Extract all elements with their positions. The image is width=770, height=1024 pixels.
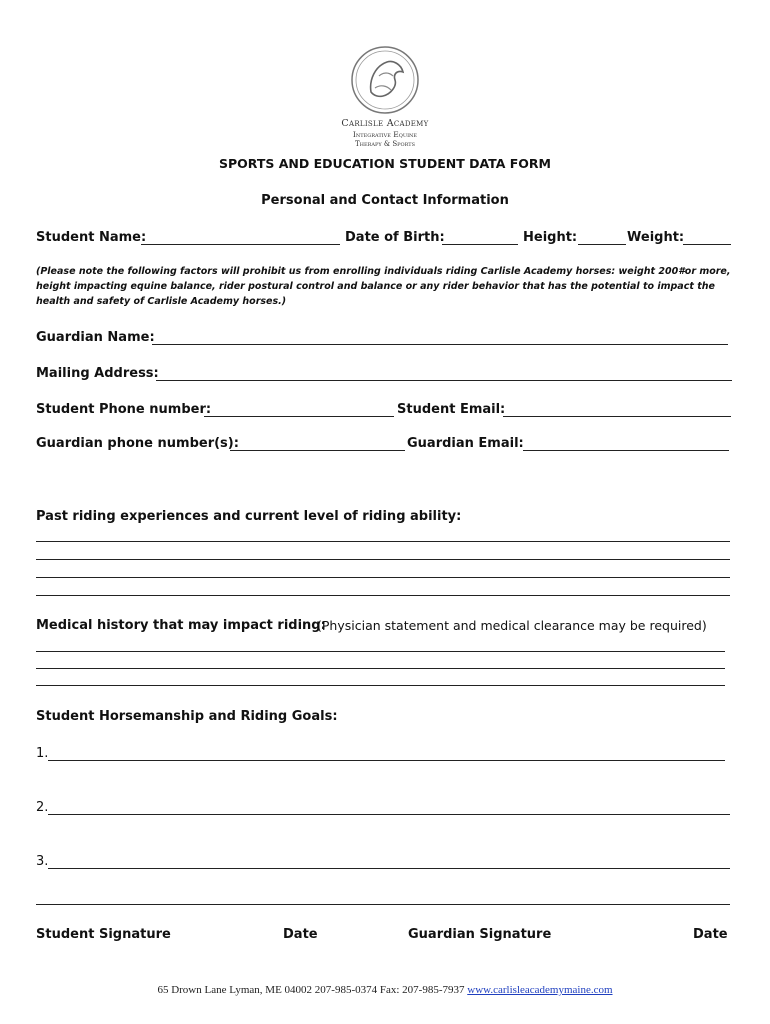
medical-history-note: (Physician statement and medical clearance may be required) [317, 618, 707, 633]
horse-logo-icon [335, 40, 435, 118]
student-phone-label: Student Phone number: [36, 402, 212, 417]
footer-website-link[interactable]: www.carlisleacademymaine.com [467, 984, 613, 996]
guardian-signature-label: Guardian Signature [408, 927, 552, 942]
guardian-name-label: Guardian Name: [36, 330, 155, 345]
medical-history-line-3[interactable] [36, 685, 725, 686]
goal-1-label: 1. [36, 746, 49, 761]
student-name-label: Student Name: [36, 230, 147, 245]
height-label: Height: [523, 230, 578, 245]
guardian-phone-field[interactable] [230, 450, 405, 451]
mailing-address-field[interactable] [156, 380, 732, 381]
dob-field[interactable] [442, 244, 518, 245]
guardian-phone-label: Guardian phone number(s): [36, 436, 239, 451]
weight-label: Weight: [627, 230, 685, 245]
logo [335, 40, 435, 152]
riding-experience-line-2[interactable] [36, 559, 730, 560]
footer [0, 984, 770, 996]
goal-3-field[interactable] [48, 868, 730, 869]
logo-subtitle-1: Integrative Equine [352, 130, 418, 139]
medical-history-line-2[interactable] [36, 668, 725, 669]
logo-subtitle-2: Therapy & Sports [354, 140, 416, 148]
riding-experience-line-1[interactable] [36, 541, 730, 542]
guardian-date-label: Date [693, 927, 728, 942]
logo-name: Carlisle Academy [341, 118, 429, 129]
student-name-field[interactable] [141, 244, 340, 245]
medical-history-label: Medical history that may impact riding: [36, 618, 326, 633]
goal-2-field[interactable] [48, 814, 730, 815]
student-phone-field[interactable] [204, 416, 394, 417]
dob-label: Date of Birth: [345, 230, 445, 245]
height-field[interactable] [578, 244, 626, 245]
guardian-name-field[interactable] [152, 344, 728, 345]
weight-field[interactable] [683, 244, 731, 245]
riding-experience-label: Past riding experiences and current level of riding ability: [36, 509, 462, 524]
goal-2-label: 2. [36, 800, 49, 815]
mailing-address-label: Mailing Address: [36, 366, 159, 381]
guardian-email-label: Guardian Email: [407, 436, 524, 451]
goals-label: Student Horsemanship and Riding Goals: [36, 709, 338, 724]
riding-experience-line-3[interactable] [36, 577, 730, 578]
form-title: SPORTS AND EDUCATION STUDENT DATA FORM [219, 156, 551, 171]
goal-3-label: 3. [36, 854, 49, 869]
medical-history-line-1[interactable] [36, 651, 725, 652]
footer-address: 65 Drown Lane Lyman, ME 04002 207-985-0374 Fax: 207-985-7937 [157, 984, 465, 996]
student-signature-label: Student Signature [36, 927, 171, 942]
guardian-email-field[interactable] [523, 450, 729, 451]
section-title: Personal and Contact Information [261, 193, 509, 208]
eligibility-note: (Please note the following factors will prohibit us from enrolling individuals riding Carlisle Academy horses: weight 200#or more, height impacting equine balance, rider postural control and balance or any rider behavior that has the potential to impact the health and safety of Carlisle Academy horses.) [36, 266, 731, 307]
student-email-field[interactable] [503, 416, 731, 417]
student-date-label: Date [283, 927, 318, 942]
goal-1-field[interactable] [48, 760, 725, 761]
signature-line[interactable] [36, 904, 730, 905]
student-email-label: Student Email: [397, 402, 506, 417]
riding-experience-line-4[interactable] [36, 595, 730, 596]
